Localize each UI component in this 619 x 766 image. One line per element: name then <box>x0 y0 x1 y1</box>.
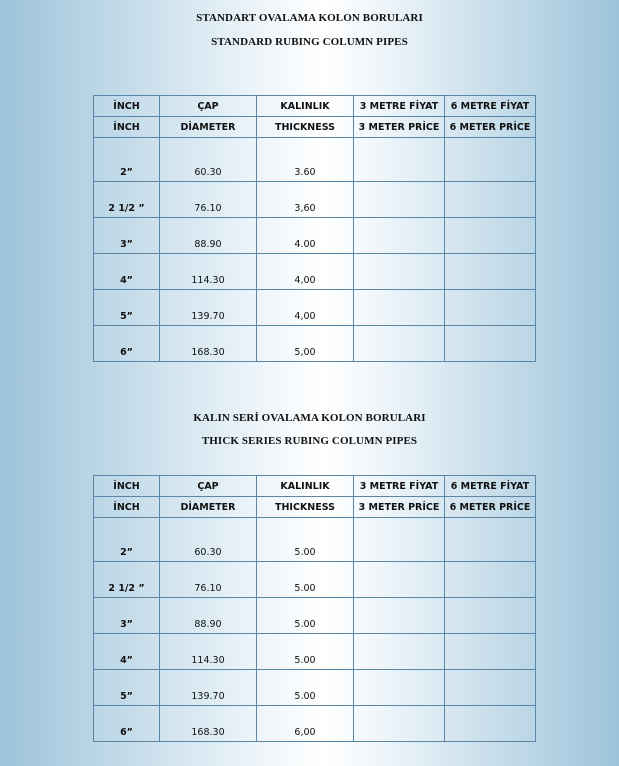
table-header-row-tr <box>94 476 536 497</box>
cell-diameter: 76.10 <box>160 182 257 218</box>
cell-thickness: 5.00 <box>257 518 354 562</box>
table-row <box>94 598 536 634</box>
cell-price-6m <box>445 518 536 562</box>
header-thickness: KALINLIK <box>257 96 354 117</box>
section1-title-tr: STANDART OVALAMA KOLON BORULARI <box>196 12 423 24</box>
table-row <box>94 562 536 598</box>
cell-thickness: 4.00 <box>257 218 354 254</box>
cell-inch: 5” <box>94 670 160 706</box>
cell-price-3m <box>354 254 445 290</box>
header-diameter: DİAMETER <box>160 497 257 518</box>
cell-price-3m <box>354 218 445 254</box>
header-price-6m: 6 METRE FİYAT <box>445 96 536 117</box>
cell-diameter: 60.30 <box>160 138 257 182</box>
cell-price-3m <box>354 670 445 706</box>
header-inch: İNCH <box>94 96 160 117</box>
header-thickness: THICKNESS <box>257 117 354 138</box>
cell-diameter: 168.30 <box>160 326 257 362</box>
header-inch: İNCH <box>94 476 160 497</box>
cell-inch: 4” <box>94 254 160 290</box>
header-price-6m: 6 METER PRİCE <box>445 497 536 518</box>
cell-price-6m <box>445 182 536 218</box>
cell-diameter: 168.30 <box>160 706 257 742</box>
standard-pipes-table <box>93 95 536 362</box>
section2-title-en: THICK SERIES RUBING COLUMN PIPES <box>201 435 418 447</box>
cell-inch: 2” <box>94 138 160 182</box>
cell-inch: 2” <box>94 518 160 562</box>
cell-price-3m <box>354 562 445 598</box>
cell-thickness: 4,00 <box>257 254 354 290</box>
cell-diameter: 88.90 <box>160 218 257 254</box>
table-row <box>94 706 536 742</box>
cell-price-3m <box>354 182 445 218</box>
cell-thickness: 3.60 <box>257 138 354 182</box>
cell-price-3m <box>354 598 445 634</box>
header-diameter: ÇAP <box>160 96 257 117</box>
cell-diameter: 139.70 <box>160 290 257 326</box>
header-thickness: THICKNESS <box>257 497 354 518</box>
cell-thickness: 5.00 <box>257 598 354 634</box>
header-inch: İNCH <box>94 117 160 138</box>
header-price-3m: 3 METER PRİCE <box>354 497 445 518</box>
cell-thickness: 5.00 <box>257 634 354 670</box>
cell-price-6m <box>445 326 536 362</box>
table-header-row-tr <box>94 96 536 117</box>
header-diameter: ÇAP <box>160 476 257 497</box>
header-price-6m: 6 METER PRİCE <box>445 117 536 138</box>
cell-price-6m <box>445 138 536 182</box>
cell-diameter: 114.30 <box>160 254 257 290</box>
cell-inch: 2 1/2 ” <box>94 182 160 218</box>
cell-price-6m <box>445 218 536 254</box>
cell-thickness: 5.00 <box>257 670 354 706</box>
header-price-3m: 3 METRE FİYAT <box>354 96 445 117</box>
header-price-3m: 3 METER PRİCE <box>354 117 445 138</box>
cell-price-3m <box>354 634 445 670</box>
cell-thickness: 3,60 <box>257 182 354 218</box>
cell-price-3m <box>354 290 445 326</box>
cell-inch: 3” <box>94 218 160 254</box>
cell-price-6m <box>445 706 536 742</box>
cell-price-3m <box>354 706 445 742</box>
cell-price-6m <box>445 598 536 634</box>
cell-price-6m <box>445 562 536 598</box>
table-row <box>94 218 536 254</box>
cell-inch: 5” <box>94 290 160 326</box>
cell-inch: 4” <box>94 634 160 670</box>
table-row <box>94 182 536 218</box>
cell-diameter: 88.90 <box>160 598 257 634</box>
cell-inch: 3” <box>94 598 160 634</box>
cell-diameter: 139.70 <box>160 670 257 706</box>
cell-price-3m <box>354 518 445 562</box>
thick-series-pipes-table <box>93 475 536 742</box>
cell-diameter: 114.30 <box>160 634 257 670</box>
table-row <box>94 518 536 562</box>
table-header-row-en <box>94 117 536 138</box>
cell-thickness: 5.00 <box>257 562 354 598</box>
cell-thickness: 5,00 <box>257 326 354 362</box>
section2-title-tr: KALIN SERİ OVALAMA KOLON BORULARI <box>193 412 426 424</box>
cell-thickness: 6,00 <box>257 706 354 742</box>
header-price-3m: 3 METRE FİYAT <box>354 476 445 497</box>
cell-thickness: 4,00 <box>257 290 354 326</box>
header-inch: İNCH <box>94 497 160 518</box>
table-row <box>94 670 536 706</box>
cell-inch: 6” <box>94 326 160 362</box>
cell-price-6m <box>445 290 536 326</box>
cell-inch: 2 1/2 ” <box>94 562 160 598</box>
header-thickness: KALINLIK <box>257 476 354 497</box>
header-price-6m: 6 METRE FİYAT <box>445 476 536 497</box>
cell-price-3m <box>354 138 445 182</box>
table-header-row-en <box>94 497 536 518</box>
table-row <box>94 254 536 290</box>
cell-price-3m <box>354 326 445 362</box>
table-row <box>94 138 536 182</box>
cell-diameter: 60.30 <box>160 518 257 562</box>
cell-price-6m <box>445 254 536 290</box>
section1-title-en: STANDARD RUBING COLUMN PIPES <box>211 36 408 48</box>
cell-inch: 6” <box>94 706 160 742</box>
header-diameter: DİAMETER <box>160 117 257 138</box>
cell-diameter: 76.10 <box>160 562 257 598</box>
table-row <box>94 634 536 670</box>
table-row <box>94 326 536 362</box>
cell-price-6m <box>445 634 536 670</box>
table-row <box>94 290 536 326</box>
cell-price-6m <box>445 670 536 706</box>
